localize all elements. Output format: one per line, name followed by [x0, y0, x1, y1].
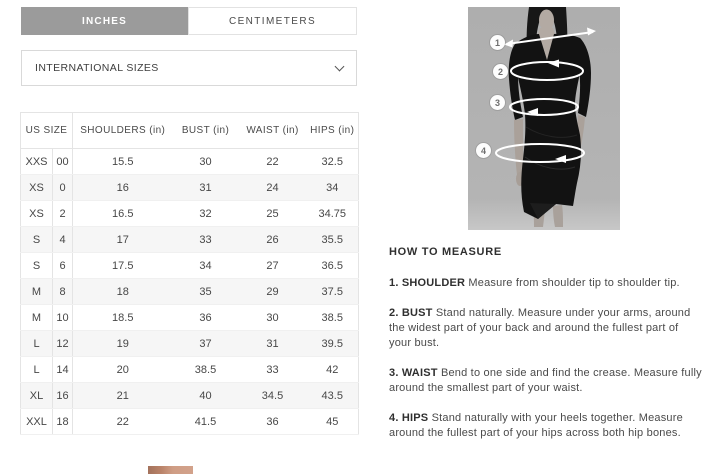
waist-point-badge: 3	[490, 95, 505, 110]
partial-bottom-image	[148, 466, 193, 474]
measure-step-bust	[389, 306, 703, 351]
step-label: 1. SHOULDER	[389, 277, 466, 289]
step-text: Stand naturally with your heels together. Measure around the fullest part of your hips across both hip bones.	[389, 412, 683, 439]
col-header-us-size: US SIZE	[21, 113, 73, 149]
measurement-model-photo	[468, 7, 620, 230]
step-label: 4. HIPS	[389, 412, 429, 424]
table-row: S 4 17 33 26 35.5	[21, 227, 359, 253]
col-header-hips: HIPS (in)	[307, 113, 359, 149]
step-text: Stand naturally. Measure under your arms, around the widest part of your back and around the fullest part of your bust.	[389, 307, 691, 349]
shoulder-point-badge: 1	[490, 35, 505, 50]
measure-step-hips	[389, 411, 703, 441]
step-label: 3. WAIST	[389, 367, 438, 379]
tab-centimeters[interactable]: CENTIMETERS	[188, 7, 357, 35]
unit-tabs	[21, 7, 357, 35]
hips-point-badge: 4	[476, 143, 491, 158]
chevron-down-icon	[335, 61, 345, 71]
table-row: M 10 18.5 36 30 38.5	[21, 305, 359, 331]
table-row: XS 2 16.5 32 25 34.75	[21, 201, 359, 227]
table-row: M 8 18 35 29 37.5	[21, 279, 359, 305]
table-row: XS 0 16 31 24 34	[21, 175, 359, 201]
how-to-measure-steps	[389, 276, 703, 456]
step-text: Bend to one side and find the crease. Measure fully around the smallest part of your waist.	[389, 367, 702, 394]
international-sizes-dropdown[interactable]	[21, 50, 357, 86]
bust-point-badge: 2	[493, 64, 508, 79]
table-row: S 6 17.5 34 27 36.5	[21, 253, 359, 279]
col-header-bust: BUST (in)	[173, 113, 239, 149]
step-label: 2. BUST	[389, 307, 433, 319]
how-to-measure-title: HOW TO MEASURE	[389, 246, 502, 258]
table-header-row	[21, 113, 359, 149]
table-row: L 14 20 38.5 33 42	[21, 357, 359, 383]
step-text: Measure from shoulder tip to shoulder tip.	[468, 277, 680, 289]
measure-step-waist	[389, 366, 703, 396]
measure-step-shoulder	[389, 276, 703, 291]
table-row: XXL 18 22 41.5 36 45	[21, 409, 359, 435]
table-row: L 12 19 37 31 39.5	[21, 331, 359, 357]
col-header-waist: WAIST (in)	[239, 113, 307, 149]
col-header-shoulders: SHOULDERS (in)	[73, 113, 173, 149]
size-table	[20, 112, 359, 435]
table-row: XXS 00 15.5 30 22 32.5	[21, 149, 359, 175]
tab-inches[interactable]: INCHES	[21, 7, 188, 35]
table-row: XL 16 21 40 34.5 43.5	[21, 383, 359, 409]
dropdown-label: INTERNATIONAL SIZES	[35, 62, 159, 74]
